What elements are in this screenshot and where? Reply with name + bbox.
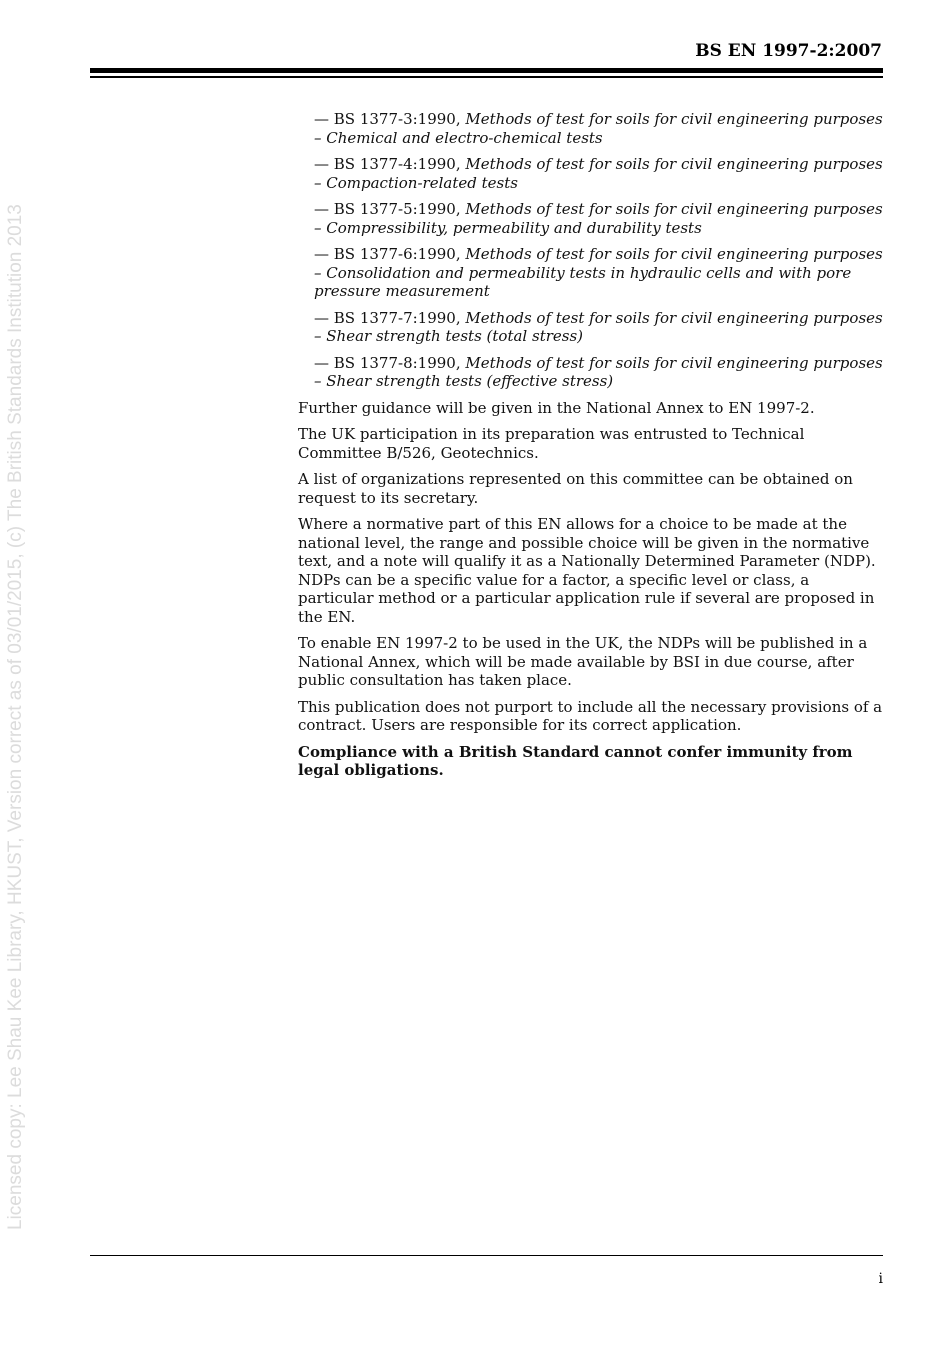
main-text [298, 110, 884, 780]
license-watermark: Licensed copy: Lee Shau Kee Library, HKUST, Version correct as of 03/01/2015, (c) The British Standards Institution 2013 [5, 204, 26, 1230]
reference-item: — BS 1377-6:1990, Methods of test for soils for civil engineering purposes – Consolidation and permeability tests in hydraulic cells and with pore pressure measurement [314, 245, 883, 300]
paragraph: To enable EN 1997-2 to be used in the UK, the NDPs will be published in a National Annex, which will be made available by BSI in due course, after public consultation has taken place. [298, 634, 868, 689]
header-rule-thick [90, 68, 883, 73]
reference-item: — BS 1377-4:1990, Methods of test for soils for civil engineering purposes – Compaction-related tests [314, 155, 883, 192]
footer-rule [90, 1255, 883, 1256]
reference-title: Methods of test for soils for civil engineering purposes – Compaction-related tests [314, 155, 883, 192]
reference-item: — BS 1377-8:1990, Methods of test for soils for civil engineering purposes – Shear strength tests (effective stress) [314, 353, 883, 390]
reference-title: Methods of test for soils for civil engineering purposes – Shear strength tests (total stress) [314, 308, 883, 345]
reference-item: — BS 1377-7:1990, Methods of test for soils for civil engineering purposes – Shear strength tests (total stress) [314, 308, 883, 345]
reference-title: Methods of test for soils for civil engineering purposes – Compressibility, permeability and durability tests [314, 200, 883, 237]
paragraph: A list of organizations represented on this committee can be obtained on request to its secretary. [298, 470, 853, 507]
paragraph: This publication does not purport to include all the necessary provisions of a contract. Users are responsible for its correct application. [298, 697, 883, 734]
paragraph: The UK participation in its preparation was entrusted to Technical Committee B/526, Geotechnics. [298, 425, 805, 462]
reference-title: Methods of test for soils for civil engineering purposes – Shear strength tests (effective stress) [314, 353, 883, 390]
reference-title: Methods of test for soils for civil engineering purposes – Consolidation and permeability tests in hydraulic cells and with pore pressure measurement [314, 245, 883, 300]
paragraph: Further guidance will be given in the National Annex to EN 1997-2. [298, 398, 815, 417]
reference-item: — BS 1377-5:1990, Methods of test for soils for civil engineering purposes – Compressibility, permeability and durability tests [314, 200, 883, 237]
header-rule-thin [90, 76, 883, 78]
paragraph: Where a normative part of this EN allows for a choice to be made at the national level, the range and possible choice will be given in the normative text, and a note will qualify it as a Nationally Determined Parameter (NDP). NDPs can be a specific value for a factor, a specific level or class, a particular method or a particular application rule if several are proposed in the EN. [298, 515, 876, 626]
document-id-header: BS EN 1997-2:2007 [695, 41, 882, 61]
reference-title: Methods of test for soils for civil engineering purposes – Chemical and electro-chemical tests [314, 110, 883, 147]
compliance-notice: Compliance with a British Standard cannot confer immunity from legal obligations. [298, 742, 853, 779]
page-number: i [878, 1271, 883, 1287]
reference-item: — BS 1377-3:1990, Methods of test for soils for civil engineering purposes – Chemical and electro-chemical tests [314, 110, 883, 147]
